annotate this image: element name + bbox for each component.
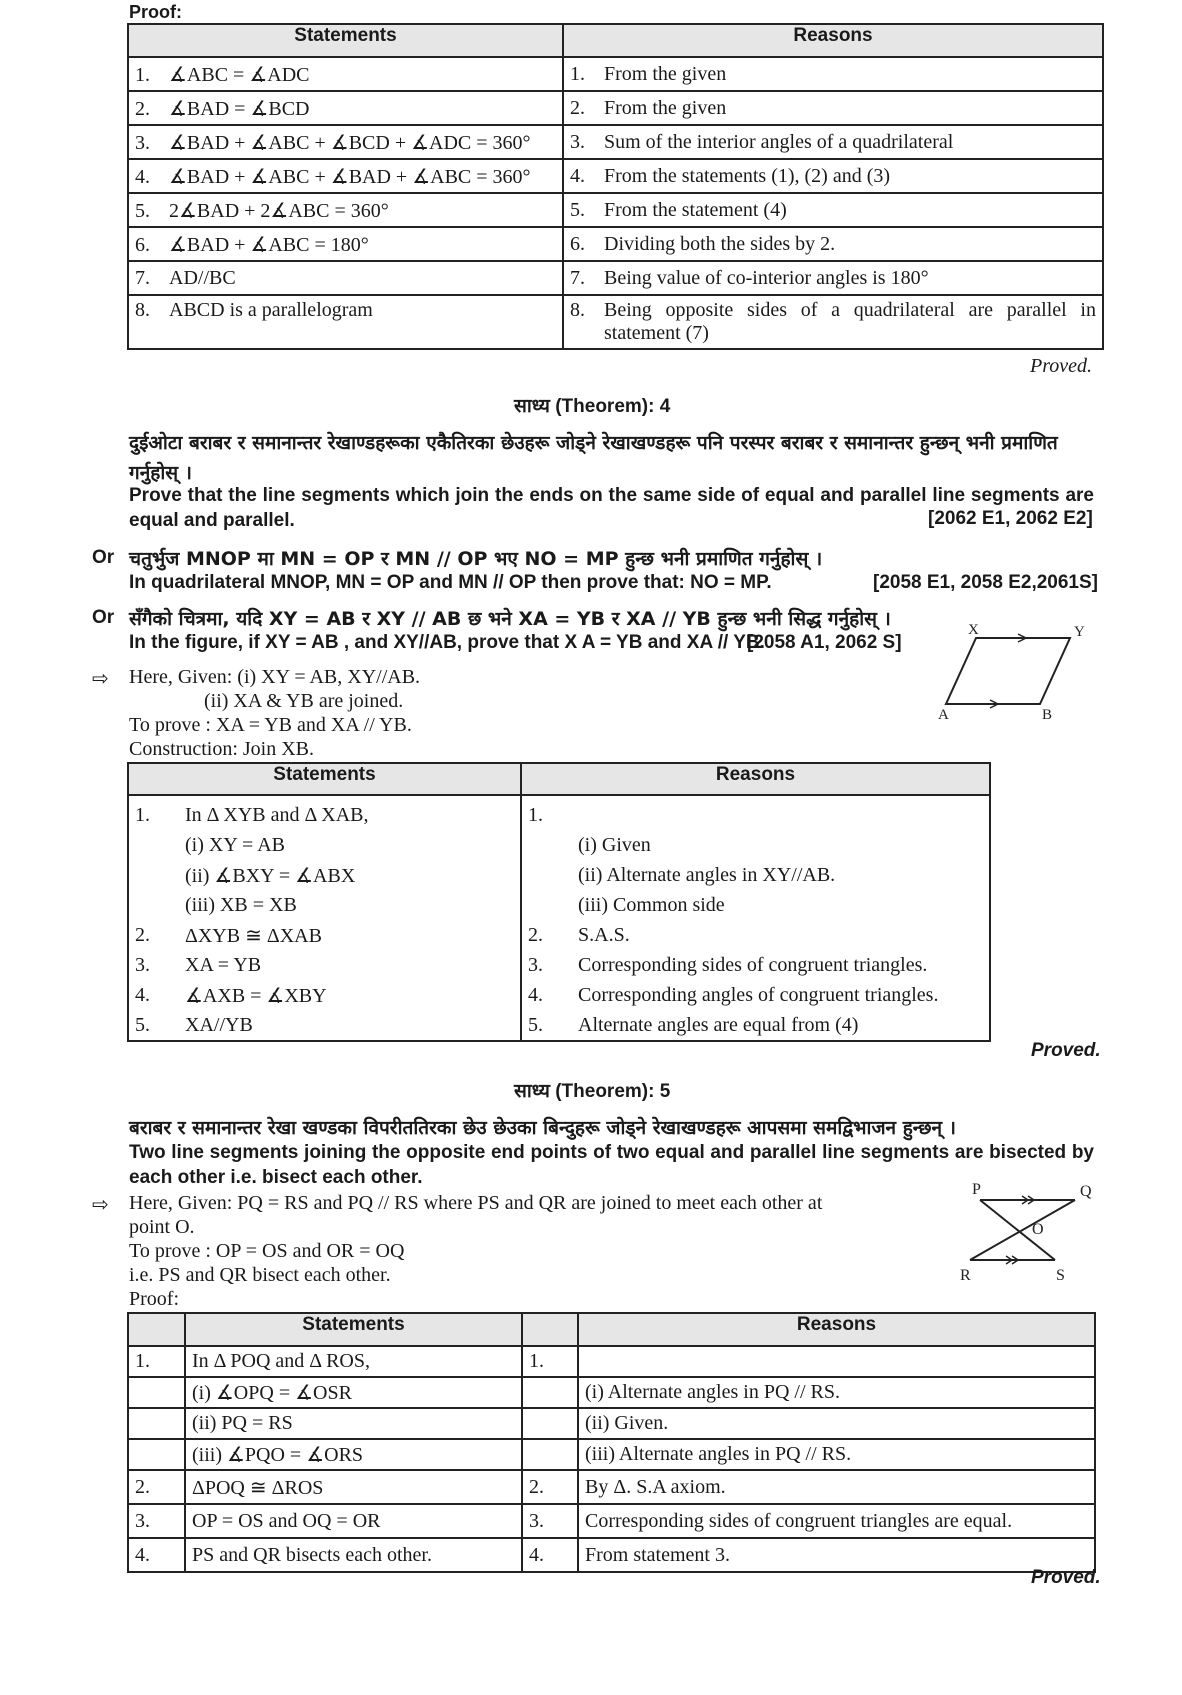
or-label: Or xyxy=(92,607,115,628)
reason-line: 2. S.A.S. xyxy=(528,923,630,946)
proof-heading: Proof: xyxy=(129,2,182,22)
given-1-cont: point O. xyxy=(129,1216,195,1238)
label-b: B xyxy=(1042,707,1053,722)
statement-text: ∡BAD + ∡ABC = 180° xyxy=(169,233,369,256)
theorem-5-title: साध्य (Theorem): 5 xyxy=(514,1081,671,1102)
reason-line: (i) Given xyxy=(578,833,651,856)
reasons-header: Reasons xyxy=(521,763,990,795)
theorem-4-reference: [2062 E1, 2062 E2] xyxy=(928,508,1093,529)
statement-text: (i) ∡OPQ = ∡OSR xyxy=(185,1377,522,1408)
label-q: Q xyxy=(1080,1183,1092,1200)
table-row: 5. 2∡BAD + 2∡ABC = 360° 5. From the statement (4) xyxy=(128,193,1103,227)
table-row: 2. ∡BAD = ∡BCD 2. From the given xyxy=(128,91,1103,125)
reason-line: 5. Alternate angles are equal from (4) xyxy=(528,1013,859,1036)
table-row: 2. ΔPOQ ≅ ΔROS 2. By Δ. S.A axiom. xyxy=(128,1470,1095,1504)
table-row: 4. PS and QR bisects each other. 4. From statement 3. xyxy=(128,1538,1095,1572)
reason-text: From statement 3. xyxy=(578,1538,1095,1572)
theorem-5-nepali: बराबर र समानान्तर रेखा खण्डका विपरीततिरका छेउ छेउका बिन्दुहरू जोड्ने रेखाखण्डहरू आपसमा समद्विभाजन हुन्छन् । xyxy=(129,1117,956,1139)
proof-table-2 xyxy=(127,762,991,1042)
to-prove: To prove : OP = OS and OR = OQ xyxy=(129,1240,405,1262)
statement-text: ABCD is a parallelogram xyxy=(169,299,373,321)
given-1: Here, Given: (i) XY = AB, XY//AB. xyxy=(129,666,421,688)
reasons-header: Reasons xyxy=(563,24,1103,57)
label-x: X xyxy=(968,622,979,638)
statement-text: (ii) PQ = RS xyxy=(185,1408,522,1439)
statement-text: In Δ POQ and Δ ROS, xyxy=(185,1346,522,1377)
reason-text: From the given xyxy=(604,96,727,119)
proved-label: Proved. xyxy=(1031,1040,1101,1061)
statement-text: OP = OS and OQ = OR xyxy=(185,1504,522,1538)
crossed-segments-figure xyxy=(950,1178,1100,1288)
reason-line: (ii) Alternate angles in XY//AB. xyxy=(578,863,836,886)
theorem-4-nepali: दुईओटा बराबर र समानान्तर रेखाण्डहरूका एकैतिरका छेउहरू जोड्ने रेखाखण्डहरू पनि परस्पर बराबर र समानान्तर हुन्छन् भनी प्रमाणित गर्नुहोस् । xyxy=(129,432,1058,484)
reason-text: (i) Alternate angles in PQ // RS. xyxy=(578,1377,1095,1408)
reason-text: From the given xyxy=(604,62,727,85)
statement-line: (iii) XB = XB xyxy=(185,893,297,916)
or-2-reference: [2058 A1, 2062 S] xyxy=(747,632,902,653)
construction: Construction: Join XB. xyxy=(129,738,315,760)
theorem-5-statement: Two line segments joining the opposite end points of two equal and parallel line segments are bisected by each other i.e. bisect each other. xyxy=(129,1142,1094,1188)
label-a: A xyxy=(938,707,949,722)
or-label: Or xyxy=(92,547,115,568)
statement-text: 2∡BAD + 2∡ABC = 360° xyxy=(169,199,389,222)
statement-line: (ii) ∡BXY = ∡ABX xyxy=(185,864,356,887)
table-row: 6. ∡BAD + ∡ABC = 180° 6. Dividing both the sides by 2. xyxy=(128,227,1103,261)
reason-line: 1. xyxy=(528,803,543,826)
reason-text: From the statements (1), (2) and (3) xyxy=(604,164,891,187)
given-1: Here, Given: PQ = RS and PQ // RS where PS and QR are joined to meet each other at xyxy=(129,1192,823,1214)
label-s: S xyxy=(1056,1267,1065,1284)
reason-line: 4. Corresponding angles of congruent triangles. xyxy=(528,983,939,1006)
statement-line: 3. XA = YB xyxy=(135,953,262,976)
table-row: 7. AD//BC 7. Being value of co-interior angles is 180° xyxy=(128,261,1103,295)
statement-text: AD//BC xyxy=(169,266,236,289)
reason-text: From the statement (4) xyxy=(604,198,787,221)
proof-heading: Proof: xyxy=(129,1288,179,1310)
reason-text: Being value of co-interior angles is 180° xyxy=(604,266,929,289)
proved-label: Proved. xyxy=(1031,1567,1101,1588)
theorem-4-title: साध्य (Theorem): 4 xyxy=(514,396,671,417)
statement-text: ΔPOQ ≅ ΔROS xyxy=(185,1470,522,1504)
arrow-icon: ⇨ xyxy=(92,668,109,690)
or-2-statement: In the figure, if XY = AB , and XY//AB, prove that X A = YB and XA // YB. xyxy=(129,632,765,653)
or-1-reference: [2058 E1, 2058 E2,2061S] xyxy=(873,572,1099,593)
theorem-4-statement: Prove that the line segments which join the ends on the same side of equal and parallel line segments are equal and parallel. xyxy=(129,485,1094,531)
table-row: 3. ∡BAD + ∡ABC + ∡BCD + ∡ADC = 360° 3. Sum of the interior angles of a quadrilateral xyxy=(128,125,1103,159)
proof-table-3 xyxy=(127,1312,1096,1573)
table-row: 3. OP = OS and OQ = OR 3. Corresponding sides of congruent triangles are equal. xyxy=(128,1504,1095,1538)
table-row: 4. ∡BAD + ∡ABC + ∡BAD + ∡ABC = 360° 4. From the statements (1), (2) and (3) xyxy=(128,159,1103,193)
to-prove: To prove : XA = YB and XA // YB. xyxy=(129,714,412,736)
reason-text xyxy=(578,1346,1095,1377)
statement-text: ∡BAD + ∡ABC + ∡BCD + ∡ADC = 360° xyxy=(169,131,531,154)
reason-text: By Δ. S.A axiom. xyxy=(578,1470,1095,1504)
statement-text: ∡BAD = ∡BCD xyxy=(169,97,310,120)
reason-text: Sum of the interior angles of a quadrilateral xyxy=(604,130,954,153)
or-1-statement: In quadrilateral MNOP, MN = OP and MN // OP then prove that: NO = MP. xyxy=(129,572,772,593)
proved-label: Proved. xyxy=(1030,355,1093,377)
reasons-column xyxy=(521,795,990,1041)
statement-line: 2. ΔXYB ≅ ΔXAB xyxy=(135,923,322,947)
reason-line: 3. Corresponding sides of congruent triangles. xyxy=(528,953,928,976)
label-r: R xyxy=(960,1267,971,1284)
statement-line: 4. ∡AXB = ∡XBY xyxy=(135,983,327,1007)
table-row: 1. ∡ABC = ∡ADC 1. From the given xyxy=(128,57,1103,91)
reason-line: (iii) Common side xyxy=(578,893,725,916)
statements-header: Statements xyxy=(128,763,521,795)
table-row xyxy=(128,1377,1095,1408)
statement-text: ∡BAD + ∡ABC + ∡BAD + ∡ABC = 360° xyxy=(169,165,531,188)
reason-text: (ii) Given. xyxy=(578,1408,1095,1439)
reason-text: (iii) Alternate angles in PQ // RS. xyxy=(578,1439,1095,1470)
table-row xyxy=(128,1439,1095,1470)
reason-text: Dividing both the sides by 2. xyxy=(604,232,836,255)
given-2: (ii) XA & YB are joined. xyxy=(204,690,404,712)
table-row xyxy=(128,1408,1095,1439)
statement-text: ∡ABC = ∡ADC xyxy=(169,63,310,86)
statement-line: (i) XY = AB xyxy=(185,833,285,856)
statement-line: 5. XA//YB xyxy=(135,1013,253,1036)
parallelogram-figure xyxy=(938,622,1098,722)
statement-line: 1. In Δ XYB and Δ XAB, xyxy=(135,803,369,826)
label-y: Y xyxy=(1074,624,1085,640)
label-p: P xyxy=(972,1181,981,1198)
table-row: 8. ABCD is a parallelogram 8. Being opposite sides of a quadrilateral are parallel in statement (7) xyxy=(128,295,1103,349)
ie-statement: i.e. PS and QR bisect each other. xyxy=(129,1264,391,1286)
or-1-nepali: चतुर्भुज MNOP मा MN = OP र MN // OP भए NO = MP हुन्छ भनी प्रमाणित गर्नुहोस् । xyxy=(129,548,823,570)
proof-table-1 xyxy=(127,23,1104,350)
arrow-icon: ⇨ xyxy=(92,1194,109,1216)
reason-text: Corresponding sides of congruent triangles are equal. xyxy=(578,1504,1095,1538)
statements-header: Statements xyxy=(128,24,563,57)
reasons-header: Reasons xyxy=(578,1313,1095,1346)
statements-column xyxy=(128,795,521,1041)
statement-text: (iii) ∡PQO = ∡ORS xyxy=(185,1439,522,1470)
table-row: 1. In Δ POQ and Δ ROS, 1. xyxy=(128,1346,1095,1377)
statements-header: Statements xyxy=(185,1313,522,1346)
or-2-nepali: सँगैको चित्रमा, यदि XY = AB र XY // AB छ भने XA = YB र XA // YB हुन्छ भनी सिद्ध गर्नुहोस् । xyxy=(129,608,891,630)
statement-text: PS and QR bisects each other. xyxy=(185,1538,522,1572)
reason-text: Being opposite sides of a quadrilateral are parallel in statement (7) xyxy=(604,299,1096,344)
label-o: O xyxy=(1032,1221,1044,1238)
